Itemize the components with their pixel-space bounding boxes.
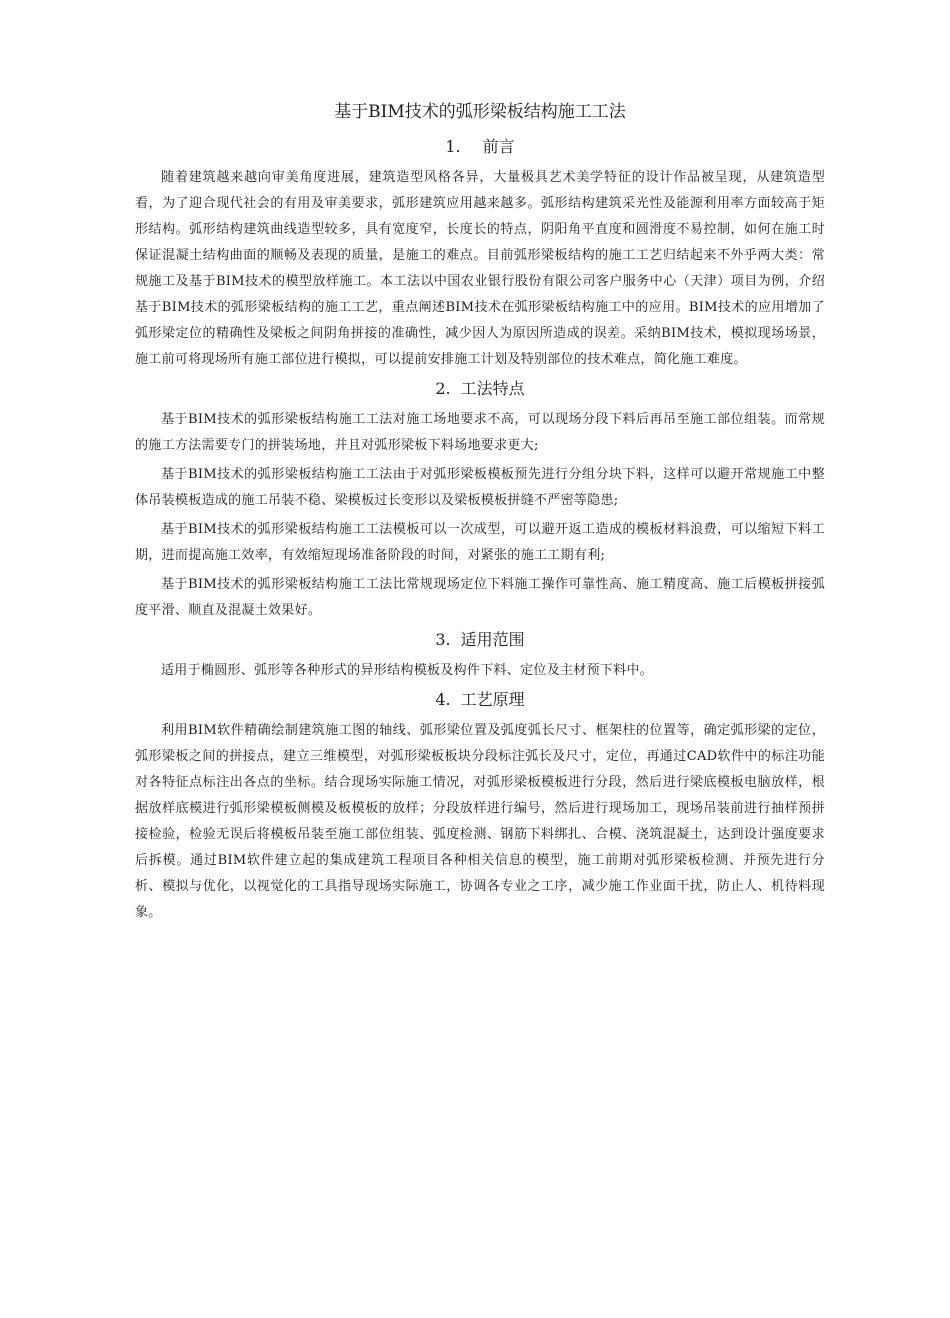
section-heading xyxy=(135,628,825,652)
section-number: 2. xyxy=(435,379,451,398)
section-title: 适用范围 xyxy=(460,630,525,649)
section-number: 1. xyxy=(445,137,461,156)
section-scope xyxy=(135,628,825,684)
paragraph: 基于BIM技术的弧形梁板结构施工工法由于对弧形梁板模板预先进行分组分块下料，这样可以避开常规施工中整体吊装模板造成的施工吊装不稳、梁模板过长变形以及梁板模板拼缝不严密等隐患; xyxy=(135,467,825,508)
paragraph: 基于BIM技术的弧形梁板结构施工工法比常规现场定位下料施工操作可靠性高、施工精度高、施工后模板拼接弧度平滑、顺直及混凝土效果好。 xyxy=(135,577,825,618)
section-principle xyxy=(135,688,825,926)
section-preface xyxy=(135,135,825,373)
section-heading xyxy=(135,688,825,712)
paragraph: 适用于椭圆形、弧形等各种形式的异形结构模板及构件下料、定位及主材预下料中。 xyxy=(161,663,654,678)
section-number: 4. xyxy=(435,690,451,709)
paragraph: 利用BIM软件精确绘制建筑施工图的轴线、弧形梁位置及弧度弧长尺寸、框架柱的位置等，确定弧形梁的定位，弧形梁板之间的拼接点，建立三维模型，对弧形梁板板块分段标注弧长及尺寸，定位，再通过CAD软件中的标注功能对各特征点标注出各点的坐标。结合现场实际施工情况，对弧形梁板模板进行分段，然后进行梁底模板电脑放样，根据放样底模进行弧形梁模板侧模及板模板的放样；分段放样进行编号，然后进行现场加工，现场吊装前进行抽样预拼接检验，检验无误后将模板吊装至施工部位组装、弧度检测、钢筋下料绑扎、合模、浇筑混凝土，达到设计强度要求后拆模。通过BIM软件建立起的集成建筑工程项目各种相关信息的模型，施工前期对弧形梁板检测、并预先进行分析、模拟与优化，以视觉化的工具指导现场实际施工，协调各专业之工序，减少施工作业面干扰，防止人、机待料现象。 xyxy=(135,723,825,920)
section-title: 工法特点 xyxy=(460,379,525,398)
paragraph: 随着建筑越来越向审美角度进展，建筑造型风格各异，大量极具艺术美学特征的设计作品被呈现，从建筑造型看，为了迎合现代社会的有用及审美要求，弧形建筑应用越来越多。弧形结构建筑采光性及能源利用率方面较高于矩形结构。弧形结构建筑曲线造型较多，具有宽度窄，长度长的特点，阴阳角平直度和圆滑度不易控制，如何在施工时保证混凝土结构曲面的顺畅及表现的质量，是施工的难点。目前弧形梁板结构的施工工艺归结起来不外乎两大类：常规施工及基于BIM技术的模型放样施工。本工法以中国农业银行股份有限公司客户服务中心（天津）项目为例，介绍基于BIM技术的弧形梁板结构的施工工艺，重点阐述BIM技术在弧形梁板结构施工中的应用。BIM技术的应用增加了弧形梁定位的精确性及梁板之间阴角拼接的准确性，减少因人为原因所造成的误差。采纳BIM技术，模拟现场场景，施工前可将现场所有施工部位进行模拟，可以提前安排施工计划及特别部位的技术难点，简化施工难度。 xyxy=(135,170,825,367)
document-title: 基于BIM技术的弧形梁板结构施工工法 xyxy=(334,102,626,122)
section-number: 3. xyxy=(435,630,451,649)
section-title: 前言 xyxy=(482,137,515,156)
paragraph: 基于BIM技术的弧形梁板结构施工工法模板可以一次成型，可以避开返工造成的模板材料浪费，可以缩短下料工期，进而提高施工效率，有效缩短现场准备阶段的时间，对紧张的施工工期有利; xyxy=(135,522,825,563)
paragraph: 基于BIM技术的弧形梁板结构施工工法对施工场地要求不高，可以现场分段下料后再吊至施工部位组装。而常规的施工方法需要专门的拼装场地，并且对弧形梁板下料场地要求更大; xyxy=(135,412,825,453)
section-features xyxy=(135,377,825,624)
document-page xyxy=(135,100,825,930)
section-title: 工艺原理 xyxy=(460,690,525,709)
section-heading xyxy=(135,135,825,159)
section-heading xyxy=(135,377,825,401)
